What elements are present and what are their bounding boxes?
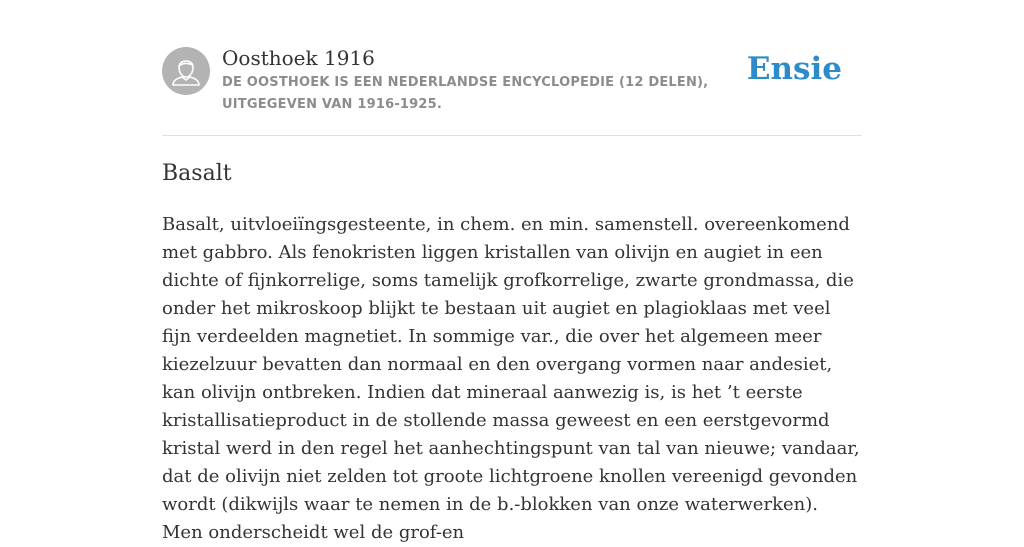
source-avatar[interactable] xyxy=(162,47,210,95)
article xyxy=(162,156,862,547)
brand-logo[interactable]: Ensie xyxy=(746,51,842,87)
source-description: DE OOSTHOEK IS EEN NEDERLANDSE ENCYCLOPEDIE (12 DELEN), UITGEGEVEN VAN 1916-1925. xyxy=(222,75,709,112)
user-silhouette-icon xyxy=(162,47,210,95)
article-body: Basalt, uitvloeiïngsgesteente, in chem. en min. samenstell. overeenkomend met gabbro. Als fenokristen liggen kristallen van olivijn en augiet in een dichte of fijnkorrelige, soms tamelijk grofkorrelige, zwarte grondmassa, die onder het mikroskoop blijkt te bestaan uit augiet en plagioklaas met veel fijn verdeelden magnetiet. In sommige var., die over het algemeen meer kiezelzuur bevatten dan normaal en den overgang vormen naar andesiet, kan olivijn ontbreken. Indien dat mineraal aanwezig is, is het ’t eerste kristallisatieproduct in de stollende massa geweest en een eerstgevormd kristal werd in den regel het aanhechtingspunt van tal van nieuwe; vandaar, dat de olivijn niet zelden tot groote lichtgroene knollen vereenigd gevonden wordt (dikwijls waar te nemen in de b.-blokken van onze waterwerken). Men onderscheidt wel de grof-en xyxy=(162,214,860,543)
source-title[interactable]: Oosthoek 1916 xyxy=(222,46,375,70)
source-header xyxy=(162,44,862,136)
article-title: Basalt xyxy=(162,161,232,186)
